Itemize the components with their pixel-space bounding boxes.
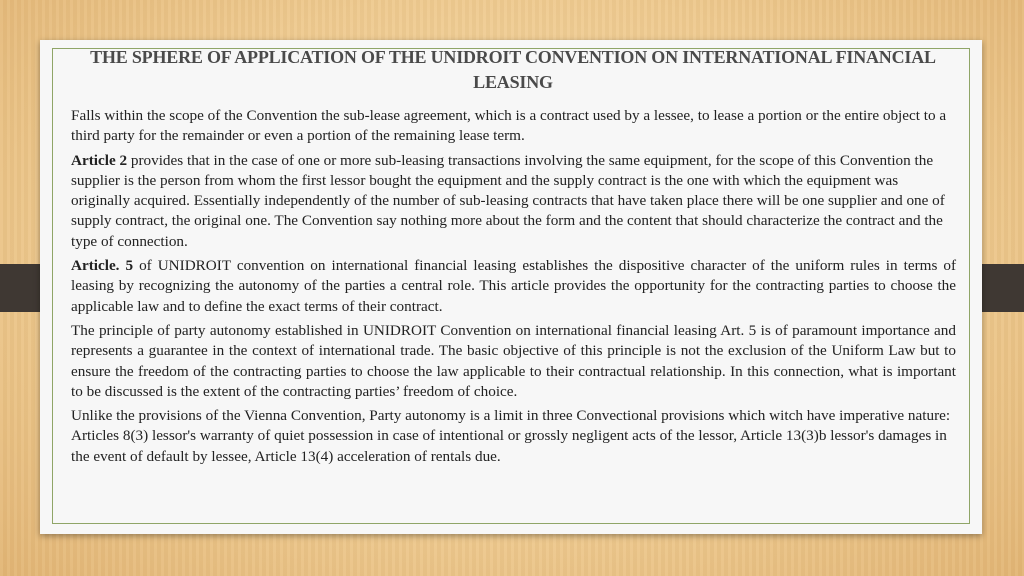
paragraph-party-autonomy: [71, 321, 956, 402]
paragraph-vienna-convention: [71, 406, 956, 467]
right-decor-band: [982, 264, 1024, 312]
paragraph-text: provides that in the case of one or more sub-leasing transactions involving the same equipment, for the scope of this Convention the supplier is the person from whom the first lessor bought the equipment and the supply contract is the one with which the equipment was originally acquired. Essentially independently of the number of sub-leasing contracts that have taken place there will be one supplier and one of supply contract, the original one. The Convention say nothing more about the form and the content that should characterize the contract and the type of connection.: [71, 151, 945, 250]
paragraph-sub-lease: [71, 106, 956, 147]
paragraph-article-5: [71, 256, 956, 317]
slide-panel: [40, 40, 982, 534]
slide-title: THE SPHERE OF APPLICATION OF THE UNIDROIT CONVENTION ON INTERNATIONAL FINANCIAL LEASING: [90, 47, 936, 92]
paragraph-text: The principle of party autonomy established in UNIDROIT Convention on international financial leasing Art. 5 is of paramount importance and represents a guarantee in the context of international trade. The basic objective of this principle is not the exclusion of the Uniform Law but to ensure the freedom of the contracting parties to choose the law applicable to their contractual relationship. In this connection, what is important to be discussed is the extent of the contracting parties’ freedom of choice.: [71, 321, 956, 400]
paragraph-article-2: [71, 151, 956, 252]
article-label: Article. 5: [71, 257, 134, 275]
slide-body: [71, 106, 956, 471]
article-label: Article 2: [71, 151, 128, 169]
left-decor-band: [0, 264, 42, 312]
paragraph-text: Unlike the provisions of the Vienna Convention, Party autonomy is a limit in three Convectional provisions which witch have imperative nature: Articles 8(3) lessor's warranty of quiet possession in case of intentional or grossly negligent acts of the lessor, Article 13(3)b lessor's damages in the event of default by lessee, Article 13(4) acceleration of rentals due.: [71, 407, 951, 465]
paragraph-text: Falls within the scope of the Convention the sub-lease agreement, which is a contract used by a lessee, to lease a portion or the entire object to a third party for the remainder or even a portion of the remaining lease term.: [71, 107, 947, 145]
paragraph-text: of UNIDROIT convention on international financial leasing establishes the dispositive character of the uniform rules in terms of leasing by recognizing the autonomy of the parties a central role. This article provides the opportunity for the contracting parties to choose the applicable law and to define the exact terms of their contract.: [71, 257, 956, 315]
